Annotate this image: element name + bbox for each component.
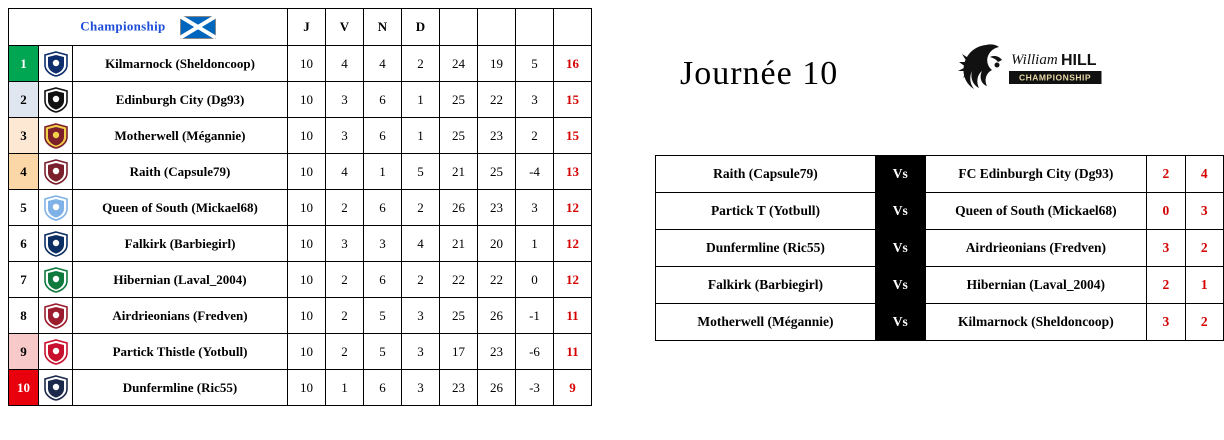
team-name-cell: Queen of South (Mickael68) xyxy=(73,190,288,226)
wins-cell: 2 xyxy=(326,262,364,298)
away-score-cell: 1 xyxy=(1185,267,1223,304)
column-header-d: D xyxy=(402,9,440,46)
rank-cell: 10 xyxy=(9,370,39,406)
goals-against-cell: 22 xyxy=(478,262,516,298)
played-cell: 10 xyxy=(288,82,326,118)
vs-label: Vs xyxy=(875,267,925,304)
team-name-cell: Kilmarnock (Sheldoncoop) xyxy=(73,46,288,82)
club-logo-cell xyxy=(39,154,73,190)
team-name-cell: Hibernian (Laval_2004) xyxy=(73,262,288,298)
results-body xyxy=(656,156,1224,341)
kilmarnock-logo xyxy=(42,50,70,78)
rank-cell: 4 xyxy=(9,154,39,190)
raith-logo xyxy=(42,158,70,186)
dunfermline-logo xyxy=(42,374,70,402)
home-team-cell: Falkirk (Barbiegirl) xyxy=(656,267,876,304)
club-logo-cell xyxy=(39,190,73,226)
column-header-diff: Diff xyxy=(516,9,554,46)
rank-cell: 6 xyxy=(9,226,39,262)
goals-against-cell: 20 xyxy=(478,226,516,262)
goals-for-cell: 21 xyxy=(440,154,478,190)
home-score-cell: 2 xyxy=(1147,267,1185,304)
goals-for-cell: 21 xyxy=(440,226,478,262)
standings-table xyxy=(8,8,592,406)
standings-body xyxy=(9,46,592,406)
home-score-cell: 0 xyxy=(1147,193,1185,230)
sponsor-name-part1: William xyxy=(1011,52,1058,68)
goal-diff-cell: 3 xyxy=(516,190,554,226)
wins-cell: 3 xyxy=(326,82,364,118)
team-name-cell: Raith (Capsule79) xyxy=(73,154,288,190)
points-cell: 11 xyxy=(554,334,592,370)
wins-cell: 4 xyxy=(326,154,364,190)
away-score-cell: 2 xyxy=(1185,304,1223,341)
club-logo-cell xyxy=(39,118,73,154)
result-row xyxy=(656,267,1224,304)
standings-row xyxy=(9,226,592,262)
losses-cell: 1 xyxy=(402,118,440,154)
points-cell: 15 xyxy=(554,82,592,118)
losses-cell: 2 xyxy=(402,190,440,226)
column-header-pts: PTS xyxy=(554,9,592,46)
result-row xyxy=(656,230,1224,267)
goals-for-cell: 23 xyxy=(440,370,478,406)
away-team-cell: Queen of South (Mickael68) xyxy=(925,193,1147,230)
losses-cell: 3 xyxy=(402,334,440,370)
goal-diff-cell: 2 xyxy=(516,118,554,154)
played-cell: 10 xyxy=(288,262,326,298)
partick-thistle-logo xyxy=(42,338,70,366)
played-cell: 10 xyxy=(288,190,326,226)
result-row xyxy=(656,193,1224,230)
played-cell: 10 xyxy=(288,334,326,370)
goal-diff-cell: -1 xyxy=(516,298,554,334)
goals-against-cell: 22 xyxy=(478,82,516,118)
team-name-cell: Dunfermline (Ric55) xyxy=(73,370,288,406)
goal-diff-cell: -4 xyxy=(516,154,554,190)
standings-row xyxy=(9,298,592,334)
draws-cell: 4 xyxy=(364,46,402,82)
club-logo-cell xyxy=(39,262,73,298)
goals-for-cell: 26 xyxy=(440,190,478,226)
points-cell: 16 xyxy=(554,46,592,82)
wins-cell: 2 xyxy=(326,334,364,370)
played-cell: 10 xyxy=(288,370,326,406)
hibernian-logo xyxy=(42,266,70,294)
wins-cell: 2 xyxy=(326,298,364,334)
vs-label: Vs xyxy=(875,230,925,267)
goal-diff-cell: 0 xyxy=(516,262,554,298)
team-name-cell: Motherwell (Mégannie) xyxy=(73,118,288,154)
team-name-cell: Partick Thistle (Yotbull) xyxy=(73,334,288,370)
draws-cell: 6 xyxy=(364,190,402,226)
goals-for-cell: 22 xyxy=(440,262,478,298)
standings-row xyxy=(9,118,592,154)
home-score-cell: 2 xyxy=(1147,156,1185,193)
losses-cell: 4 xyxy=(402,226,440,262)
home-team-cell: Partick T (Yotbull) xyxy=(656,193,876,230)
goals-against-cell: 23 xyxy=(478,334,516,370)
column-header-j: J xyxy=(288,9,326,46)
points-cell: 12 xyxy=(554,226,592,262)
points-cell: 11 xyxy=(554,298,592,334)
losses-cell: 2 xyxy=(402,262,440,298)
club-logo-cell xyxy=(39,82,73,118)
played-cell: 10 xyxy=(288,118,326,154)
scotland-flag-icon xyxy=(180,16,216,39)
team-name-cell: Edinburgh City (Dg93) xyxy=(73,82,288,118)
rank-cell: 7 xyxy=(9,262,39,298)
draws-cell: 6 xyxy=(364,118,402,154)
goals-against-cell: 23 xyxy=(478,118,516,154)
played-cell: 10 xyxy=(288,226,326,262)
away-team-cell: FC Edinburgh City (Dg93) xyxy=(925,156,1147,193)
away-team-cell: Kilmarnock (Sheldoncoop) xyxy=(925,304,1147,341)
losses-cell: 3 xyxy=(402,370,440,406)
club-logo-cell xyxy=(39,334,73,370)
goals-against-cell: 26 xyxy=(478,298,516,334)
william-hill-championship-logo xyxy=(955,42,1105,104)
matchday-title: Journée 10 xyxy=(680,55,839,92)
goal-diff-cell: -6 xyxy=(516,334,554,370)
team-name-cell: Airdrieonians (Fredven) xyxy=(73,298,288,334)
goals-for-cell: 25 xyxy=(440,118,478,154)
away-score-cell: 2 xyxy=(1185,230,1223,267)
played-cell: 10 xyxy=(288,298,326,334)
motherwell-logo xyxy=(42,122,70,150)
standings-row xyxy=(9,154,592,190)
played-cell: 10 xyxy=(288,154,326,190)
standings-row xyxy=(9,334,592,370)
points-cell: 12 xyxy=(554,262,592,298)
standings-title: Championship xyxy=(80,17,166,33)
home-team-cell: Raith (Capsule79) xyxy=(656,156,876,193)
rank-cell: 3 xyxy=(9,118,39,154)
played-cell: 10 xyxy=(288,46,326,82)
goals-against-cell: 26 xyxy=(478,370,516,406)
draws-cell: 5 xyxy=(364,298,402,334)
rank-cell: 1 xyxy=(9,46,39,82)
standings-row xyxy=(9,262,592,298)
results-table xyxy=(655,155,1224,341)
away-team-cell: Hibernian (Laval_2004) xyxy=(925,267,1147,304)
points-cell: 13 xyxy=(554,154,592,190)
draws-cell: 6 xyxy=(364,262,402,298)
wins-cell: 1 xyxy=(326,370,364,406)
result-row xyxy=(656,304,1224,341)
points-cell: 12 xyxy=(554,190,592,226)
column-header-v: V xyxy=(326,9,364,46)
draws-cell: 3 xyxy=(364,226,402,262)
rank-cell: 8 xyxy=(9,298,39,334)
sponsor-name-part2: HILL xyxy=(1061,52,1097,69)
wins-cell: 4 xyxy=(326,46,364,82)
goals-for-cell: 17 xyxy=(440,334,478,370)
team-name-cell: Falkirk (Barbiegirl) xyxy=(73,226,288,262)
column-header-bc: BC xyxy=(478,9,516,46)
points-cell: 9 xyxy=(554,370,592,406)
vs-label: Vs xyxy=(875,304,925,341)
home-team-cell: Motherwell (Mégannie) xyxy=(656,304,876,341)
goals-against-cell: 19 xyxy=(478,46,516,82)
queen-of-south-logo xyxy=(42,194,70,222)
goals-against-cell: 25 xyxy=(478,154,516,190)
draws-cell: 6 xyxy=(364,370,402,406)
sponsor-subtitle: CHAMPIONSHIP xyxy=(1018,72,1092,83)
draws-cell: 5 xyxy=(364,334,402,370)
losses-cell: 2 xyxy=(402,46,440,82)
standings-row xyxy=(9,46,592,82)
draws-cell: 6 xyxy=(364,82,402,118)
home-score-cell: 3 xyxy=(1147,304,1185,341)
goal-diff-cell: 1 xyxy=(516,226,554,262)
goal-diff-cell: -3 xyxy=(516,370,554,406)
column-header-n: N xyxy=(364,9,402,46)
home-score-cell: 3 xyxy=(1147,230,1185,267)
club-logo-cell xyxy=(39,370,73,406)
standings-row xyxy=(9,82,592,118)
wins-cell: 2 xyxy=(326,190,364,226)
rank-cell: 9 xyxy=(9,334,39,370)
goals-for-cell: 24 xyxy=(440,46,478,82)
away-team-cell: Airdrieonians (Fredven) xyxy=(925,230,1147,267)
standings-row xyxy=(9,190,592,226)
club-logo-cell xyxy=(39,298,73,334)
goal-diff-cell: 5 xyxy=(516,46,554,82)
result-row xyxy=(656,156,1224,193)
losses-cell: 3 xyxy=(402,298,440,334)
airdrieonians-logo xyxy=(42,302,70,330)
vs-label: Vs xyxy=(875,156,925,193)
lion-head-icon xyxy=(958,44,1002,89)
losses-cell: 5 xyxy=(402,154,440,190)
away-score-cell: 4 xyxy=(1185,156,1223,193)
losses-cell: 1 xyxy=(402,82,440,118)
points-cell: 15 xyxy=(554,118,592,154)
rank-cell: 2 xyxy=(9,82,39,118)
wins-cell: 3 xyxy=(326,118,364,154)
goals-for-cell: 25 xyxy=(440,298,478,334)
vs-label: Vs xyxy=(875,193,925,230)
standings-row xyxy=(9,370,592,406)
club-logo-cell xyxy=(39,46,73,82)
goals-for-cell: 25 xyxy=(440,82,478,118)
draws-cell: 1 xyxy=(364,154,402,190)
column-header-bp: BP xyxy=(440,9,478,46)
club-logo-cell xyxy=(39,226,73,262)
standings-header xyxy=(9,9,592,46)
goal-diff-cell: 3 xyxy=(516,82,554,118)
home-team-cell: Dunfermline (Ric55) xyxy=(656,230,876,267)
edinburgh-city-logo xyxy=(42,86,70,114)
away-score-cell: 3 xyxy=(1185,193,1223,230)
falkirk-logo xyxy=(42,230,70,258)
standings-title-cell xyxy=(9,9,288,46)
wins-cell: 3 xyxy=(326,226,364,262)
rank-cell: 5 xyxy=(9,190,39,226)
goals-against-cell: 23 xyxy=(478,190,516,226)
